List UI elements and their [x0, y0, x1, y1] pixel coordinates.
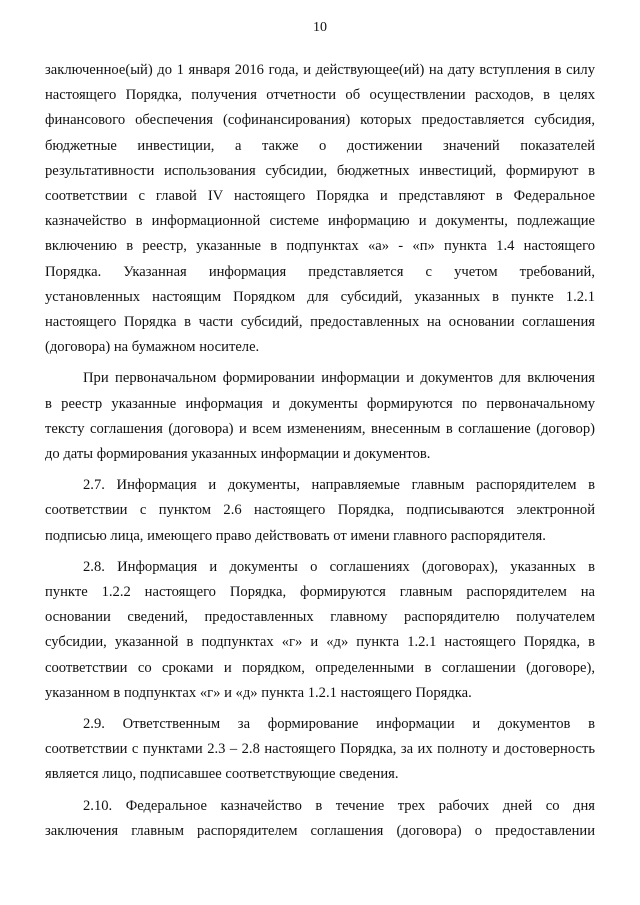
- text-line: 2.7. Информация и документы, направляемые главным распорядителем в: [83, 477, 595, 494]
- text-line: 2.10. Федеральное казначейство в течение трех рабочих дней со дня: [83, 797, 595, 814]
- text-line: финансового обеспечения (софинансирования) которых предоставляется субсидия,: [45, 112, 595, 129]
- text-line: указанном в подпунктах «г» и «д» пункта 1.2.1 настоящего Порядка.: [45, 684, 472, 701]
- text-line: тексту соглашения (договора) и всем изменениям, внесенным в соглашение (договор): [45, 420, 595, 437]
- paragraph-p-2-10: [45, 794, 595, 844]
- text-line: субсидии, указанной в подпунктах «г» и «д» пункта 1.2.1 настоящего Порядка, в: [45, 634, 595, 651]
- text-line: заключенное(ый) до 1 января 2016 года, и действующее(ий) на дату вступления в силу: [45, 62, 595, 78]
- text-line: в реестр указанные информация и документы формируются по первоначальному: [45, 395, 595, 412]
- text-line: соответствии со сроками и порядком, определенными в соглашении (договоре),: [45, 659, 595, 676]
- text-line: При первоначальном формировании информации и документов для включения: [83, 370, 595, 387]
- paragraph-p-initial-formation: [45, 366, 595, 467]
- text-line: до даты формирования указанных информации и документов.: [45, 446, 431, 463]
- paragraph-p-2-7: [45, 473, 595, 549]
- text-line: включению в реестр, указанные в подпунктах «а» - «п» пункта 1.4 настоящего: [45, 238, 595, 255]
- text-line: соответствии с главой IV настоящего Порядка и представляют в Федеральное: [45, 188, 595, 205]
- text-line: результативности использования субсидии, бюджетных инвестиций, формируют в: [45, 162, 595, 179]
- text-line: является лицо, подписавшее соответствующие сведения.: [45, 766, 399, 783]
- text-line: казначейство в информационной системе информацию и документы, подлежащие: [45, 213, 595, 230]
- text-line: 2.8. Информация и документы о соглашениях (договорах), указанных в: [83, 558, 595, 575]
- text-line: установленных настоящим Порядком для субсидий, указанных в пункте 1.2.1: [45, 288, 595, 305]
- text-line: заключения главным распорядителем соглашения (договора) о предоставлении: [45, 822, 595, 839]
- text-line: подписью лица, имеющего право действовать от имени главного распорядителя.: [45, 527, 546, 544]
- paragraph-p-2-8: [45, 555, 595, 706]
- text-line: пункте 1.2.2 настоящего Порядка, формируются главным распорядителем на: [45, 584, 595, 601]
- text-line: соответствии с пунктом 2.6 настоящего Порядка, подписываются электронной: [45, 502, 595, 519]
- page-number: 10: [313, 20, 327, 35]
- text-line: основании сведений, предоставленных главному распорядителю получателем: [45, 609, 595, 626]
- text-line: Порядка. Указанная информация представляется с учетом требований,: [45, 263, 595, 280]
- paragraph-p-continued: [45, 58, 595, 360]
- paragraph-p-2-9: [45, 712, 595, 788]
- text-line: настоящего Порядка, получения отчетности об осуществлении расходов, в целях: [45, 87, 595, 104]
- text-line: настоящего Порядка в части субсидий, предоставленных на основании соглашения: [45, 314, 595, 331]
- text-line: (договора) на бумажном носителе.: [45, 339, 260, 356]
- document-body: [45, 58, 595, 844]
- text-line: 2.9. Ответственным за формирование информации и документов в: [83, 716, 595, 733]
- text-line: соответствии с пунктами 2.3 – 2.8 настоящего Порядка, за их полноту и достоверность: [45, 741, 595, 758]
- text-line: бюджетные инвестиции, а также о достижении значений показателей: [45, 137, 595, 154]
